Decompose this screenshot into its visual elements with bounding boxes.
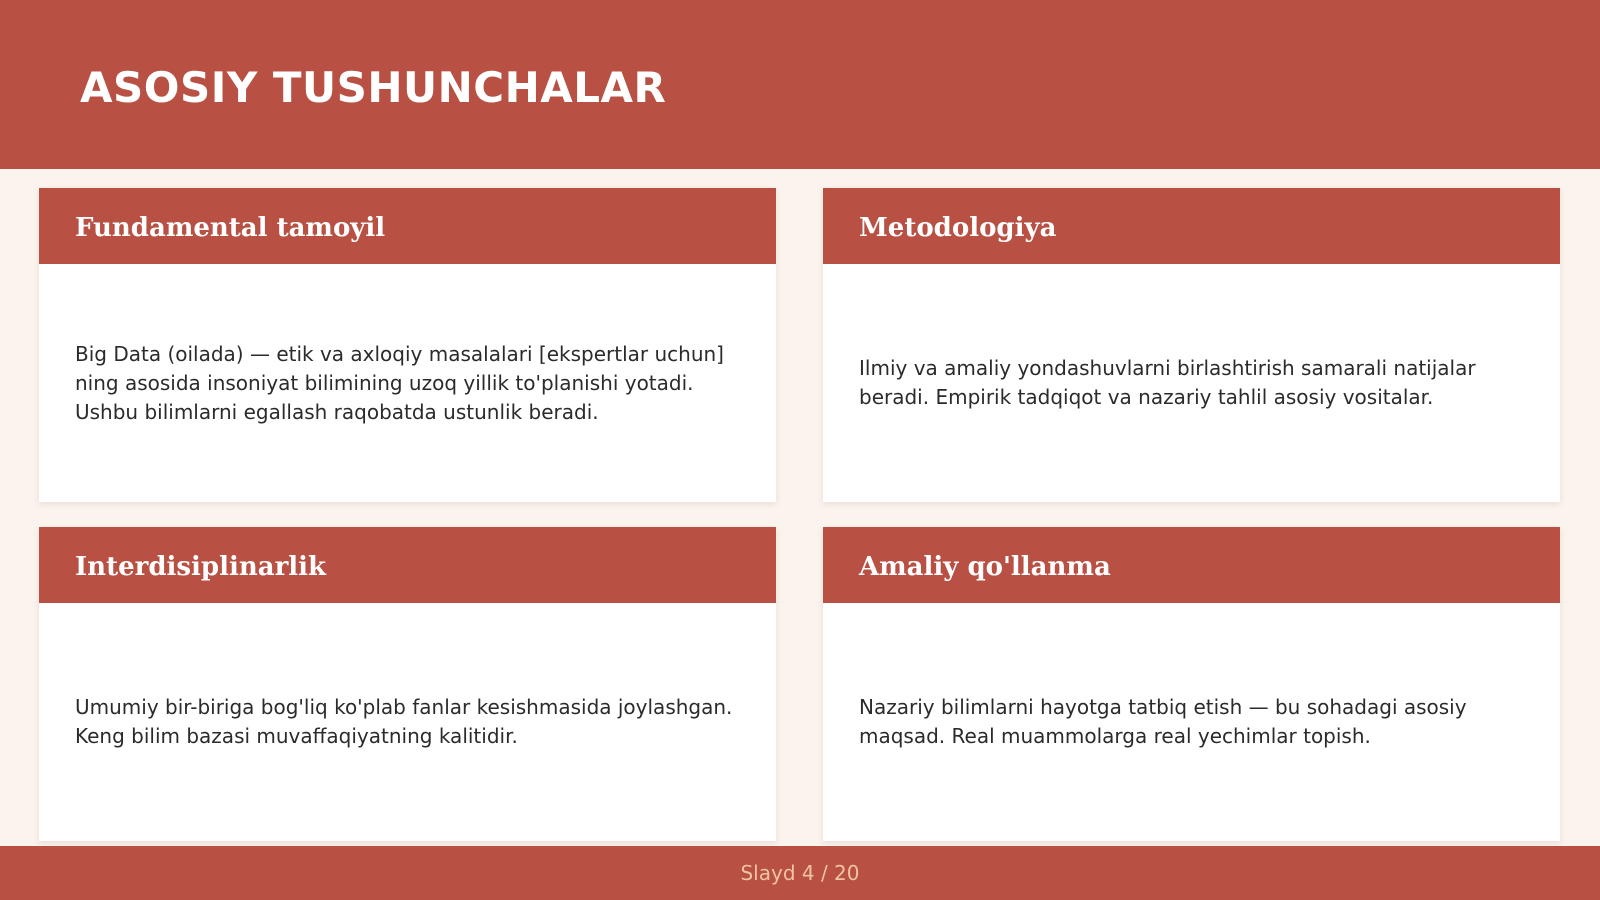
slide-header [0,0,1600,169]
card-title: Amaliy qo'llanma [859,552,1111,582]
concept-card-methodology [823,188,1560,502]
slide-number: Slayd 4 / 20 [740,861,860,885]
card-text: Nazariy bilimlarni hayotga tatbiq etish — bu sohadagi asosiy maqsad. Real muammolarga real yechimlar topish. [859,695,1467,748]
card-header [39,527,776,603]
card-header [823,527,1560,603]
card-text: Umumiy bir-biriga bog'liq ko'plab fanlar kesishmasida joylashgan. Keng bilim bazasi muvaffaqiyatning kalitidir. [75,695,733,748]
card-body [39,264,776,502]
concept-card-fundamental [39,188,776,502]
concept-card-practical [823,527,1560,841]
card-title: Metodologiya [859,213,1057,243]
card-header [39,188,776,264]
card-title: Interdisiplinarlik [75,552,327,582]
card-body [823,264,1560,502]
card-title: Fundamental tamoyil [75,213,386,243]
slide-footer [0,846,1600,900]
card-body [823,603,1560,841]
card-header [823,188,1560,264]
card-body [39,603,776,841]
slide-title: ASOSIY TUSHUNCHALAR [80,63,667,112]
concept-card-interdisciplinary [39,527,776,841]
card-text: Big Data (oilada) — etik va axloqiy masalalari [ekspertlar uchun] ning asosida insoniyat bilimining uzoq yillik to'planishi yotadi. Ushbu bilimlarni egallash raqobatda ustunlik beradi. [75,341,724,424]
card-text: Ilmiy va amaliy yondashuvlarni birlashtirish samarali natijalar beradi. Empirik tadqiqot va nazariy tahlil asosiy vositalar. [859,356,1476,409]
